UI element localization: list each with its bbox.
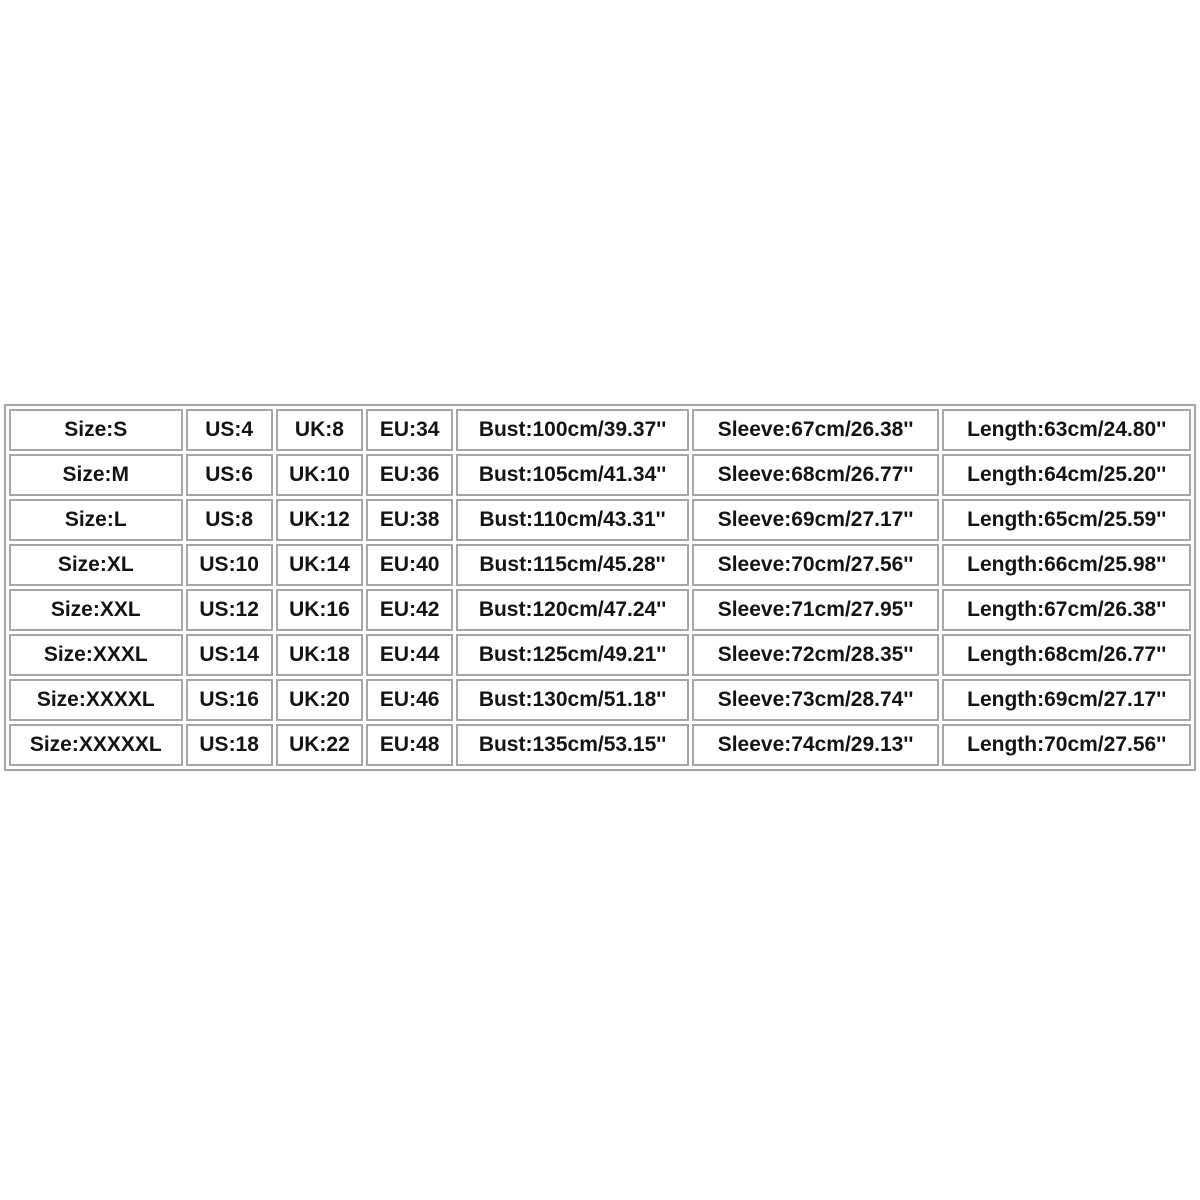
size-cell: Size:S bbox=[9, 409, 183, 451]
sleeve-cell: Sleeve:72cm/28.35'' bbox=[692, 634, 940, 676]
size-row-xxl bbox=[9, 589, 1191, 631]
sleeve-cell: Sleeve:68cm/26.77'' bbox=[692, 454, 940, 496]
length-cell: Length:65cm/25.59'' bbox=[942, 499, 1191, 541]
sleeve-cell: Sleeve:71cm/27.95'' bbox=[692, 589, 940, 631]
size-row-xxxxxl bbox=[9, 724, 1191, 766]
us-size-cell: US:4 bbox=[186, 409, 273, 451]
length-cell: Length:68cm/26.77'' bbox=[942, 634, 1191, 676]
size-row-xxxxl bbox=[9, 679, 1191, 721]
eu-size-cell: EU:38 bbox=[366, 499, 453, 541]
size-row-m bbox=[9, 454, 1191, 496]
us-size-cell: US:12 bbox=[186, 589, 273, 631]
size-row-xl bbox=[9, 544, 1191, 586]
uk-size-cell: UK:8 bbox=[276, 409, 363, 451]
bust-cell: Bust:120cm/47.24'' bbox=[456, 589, 688, 631]
us-size-cell: US:10 bbox=[186, 544, 273, 586]
size-cell: Size:XXL bbox=[9, 589, 183, 631]
sleeve-cell: Sleeve:74cm/29.13'' bbox=[692, 724, 940, 766]
eu-size-cell: EU:46 bbox=[366, 679, 453, 721]
uk-size-cell: UK:14 bbox=[276, 544, 363, 586]
size-cell: Size:M bbox=[9, 454, 183, 496]
us-size-cell: US:14 bbox=[186, 634, 273, 676]
length-cell: Length:64cm/25.20'' bbox=[942, 454, 1191, 496]
length-cell: Length:66cm/25.98'' bbox=[942, 544, 1191, 586]
sleeve-cell: Sleeve:69cm/27.17'' bbox=[692, 499, 940, 541]
us-size-cell: US:16 bbox=[186, 679, 273, 721]
bust-cell: Bust:115cm/45.28'' bbox=[456, 544, 688, 586]
size-chart-table bbox=[4, 404, 1196, 771]
uk-size-cell: UK:12 bbox=[276, 499, 363, 541]
uk-size-cell: UK:16 bbox=[276, 589, 363, 631]
size-cell: Size:XXXXXL bbox=[9, 724, 183, 766]
eu-size-cell: EU:34 bbox=[366, 409, 453, 451]
sleeve-cell: Sleeve:67cm/26.38'' bbox=[692, 409, 940, 451]
uk-size-cell: UK:18 bbox=[276, 634, 363, 676]
size-cell: Size:XXXXL bbox=[9, 679, 183, 721]
length-cell: Length:63cm/24.80'' bbox=[942, 409, 1191, 451]
sleeve-cell: Sleeve:70cm/27.56'' bbox=[692, 544, 940, 586]
size-cell: Size:XL bbox=[9, 544, 183, 586]
us-size-cell: US:6 bbox=[186, 454, 273, 496]
uk-size-cell: UK:22 bbox=[276, 724, 363, 766]
eu-size-cell: EU:44 bbox=[366, 634, 453, 676]
eu-size-cell: EU:36 bbox=[366, 454, 453, 496]
size-row-l bbox=[9, 499, 1191, 541]
uk-size-cell: UK:20 bbox=[276, 679, 363, 721]
size-cell: Size:XXXL bbox=[9, 634, 183, 676]
sleeve-cell: Sleeve:73cm/28.74'' bbox=[692, 679, 940, 721]
length-cell: Length:67cm/26.38'' bbox=[942, 589, 1191, 631]
us-size-cell: US:18 bbox=[186, 724, 273, 766]
size-row-s bbox=[9, 409, 1191, 451]
bust-cell: Bust:105cm/41.34'' bbox=[456, 454, 688, 496]
eu-size-cell: EU:48 bbox=[366, 724, 453, 766]
bust-cell: Bust:130cm/51.18'' bbox=[456, 679, 688, 721]
bust-cell: Bust:100cm/39.37'' bbox=[456, 409, 688, 451]
bust-cell: Bust:125cm/49.21'' bbox=[456, 634, 688, 676]
bust-cell: Bust:110cm/43.31'' bbox=[456, 499, 688, 541]
size-row-xxxl bbox=[9, 634, 1191, 676]
eu-size-cell: EU:42 bbox=[366, 589, 453, 631]
bust-cell: Bust:135cm/53.15'' bbox=[456, 724, 688, 766]
uk-size-cell: UK:10 bbox=[276, 454, 363, 496]
size-cell: Size:L bbox=[9, 499, 183, 541]
length-cell: Length:69cm/27.17'' bbox=[942, 679, 1191, 721]
length-cell: Length:70cm/27.56'' bbox=[942, 724, 1191, 766]
eu-size-cell: EU:40 bbox=[366, 544, 453, 586]
us-size-cell: US:8 bbox=[186, 499, 273, 541]
